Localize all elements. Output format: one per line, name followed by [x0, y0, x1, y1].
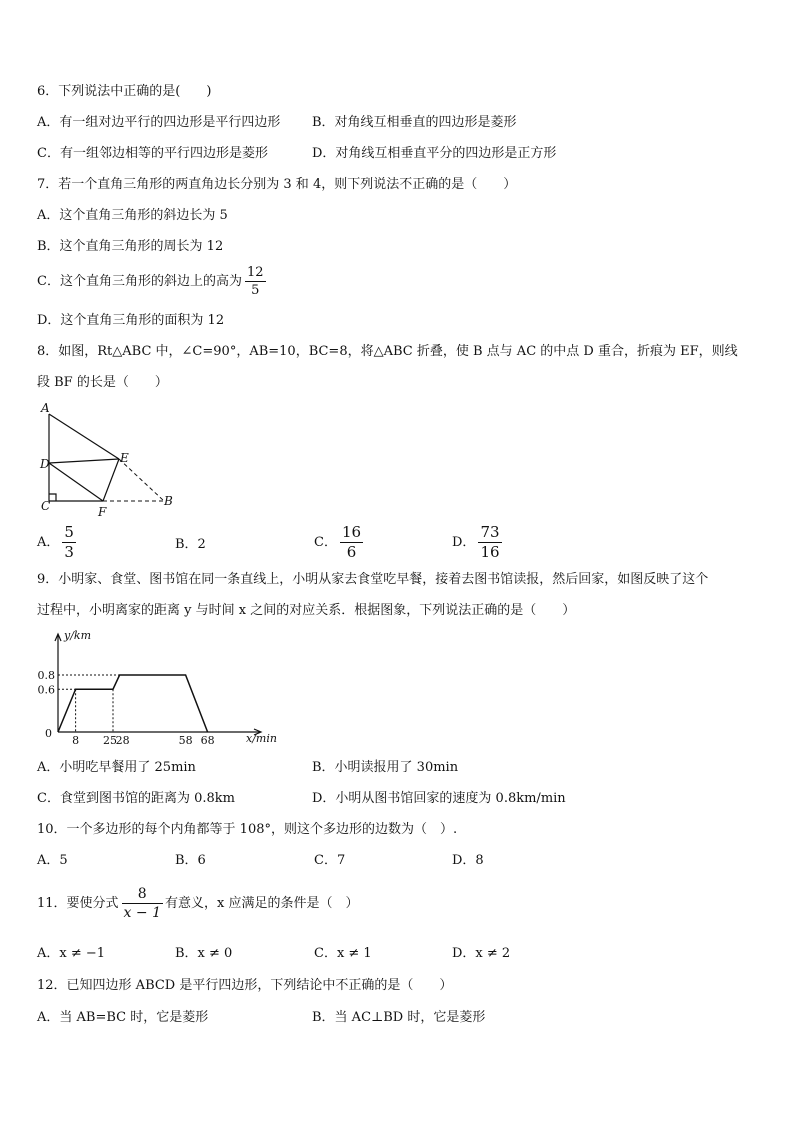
q8-option-b: B．2 — [175, 537, 206, 552]
q8-triangle-figure — [30, 400, 190, 520]
q8-option-c: C． $\frac{16}{6}$ — [314, 523, 362, 561]
label-f: F — [98, 505, 107, 519]
x-tick-label-25: 25 — [103, 734, 117, 747]
q11-stem: 11．要使分式 $\frac{8}{x - 1}$ 有意义，x 应满足的条件是（ ） — [37, 886, 359, 921]
x-tick-label-58: 58 — [178, 734, 193, 747]
q12-option-a: A．当 AB=BC 时，它是菱形 — [37, 1010, 209, 1025]
origin-label: 0 — [45, 727, 52, 740]
y-axis-label: y/km — [64, 629, 92, 642]
q7-option-c — [37, 266, 266, 297]
q8-stem-line1: 8．如图，Rt△ABC 中，∠C=90°，AB=10，BC=8，将△ABC 折叠，使 B 点与 AC 的中点 D 重合，折痕为 EF，则线 — [37, 344, 738, 359]
x-tick-label-28: 28 — [115, 734, 130, 747]
series-line — [58, 675, 208, 732]
q10-stem: 10．一个多边形的每个内角都等于 108°，则这个多边形的边数为（ ）. — [37, 822, 458, 837]
q11-option-b: B．x ≠ 0 — [175, 946, 233, 961]
q7-option-d: D．这个直角三角形的面积为 12 — [37, 313, 225, 328]
q9-stem-line1: 9．小明家、食堂、图书馆在同一条直线上，小明从家去食堂吃早餐，接着去图书馆读报，然后回家，如图反映了这个 — [37, 572, 709, 587]
q9-option-b: B．小明读报用了 30min — [312, 760, 459, 775]
label-c: C — [41, 499, 51, 513]
q12-stem: 12．已知四边形 ABCD 是平行四边形，下列结论中不正确的是（ ） — [37, 978, 453, 993]
q6-option-b: B．对角线互相垂直的四边形是菱形 — [312, 115, 517, 130]
dashed-eb — [119, 459, 164, 501]
label-e: E — [120, 451, 129, 465]
x-tick-label-68: 68 — [200, 734, 215, 747]
y-tick-label-0.8: 0.8 — [37, 669, 55, 682]
q11-option-c: C．x ≠ 1 — [314, 946, 372, 961]
q7-option-b: B．这个直角三角形的周长为 12 — [37, 239, 224, 254]
q10-option-b: B．6 — [175, 853, 206, 868]
label-b: B — [164, 494, 173, 508]
segment-de — [49, 459, 119, 463]
q6-option-c: C．有一组邻边相等的平行四边形是菱形 — [37, 146, 268, 161]
side-ae — [49, 414, 119, 459]
x-axis-label: x/min — [246, 732, 277, 745]
q9-stem-line2: 过程中，小明离家的距离 y 与时间 x 之间的对应关系．根据图象，下列说法正确的是（ ） — [37, 603, 576, 618]
q11-option-a: A．x ≠ −1 — [37, 946, 106, 961]
q8-option-a-fraction: $\frac{5}{3}$ — [64, 523, 74, 561]
q9-option-a: A．小明吃早餐用了 25min — [37, 760, 196, 775]
q7-option-a: A．这个直角三角形的斜边长为 5 — [37, 208, 228, 223]
label-a: A — [41, 401, 50, 415]
x-tick-label-8: 8 — [72, 734, 80, 747]
q6-option-a: A．有一组对边平行的四边形是平行四边形 — [37, 115, 281, 130]
q9-distance-time-chart — [30, 625, 290, 750]
q6-stem: 6．下列说法中正确的是( ) — [37, 84, 212, 99]
q6-option-d: D．对角线互相垂直平分的四边形是正方形 — [312, 146, 557, 161]
q11-option-d: D．x ≠ 2 — [452, 946, 511, 961]
q10-option-d: D．8 — [452, 853, 484, 868]
q8-stem-line2: 段 BF 的长是（ ） — [37, 375, 168, 390]
q7-option-c-fraction: $\frac{12}{5}$ — [246, 265, 264, 298]
q10-option-a: A．5 — [37, 853, 68, 868]
q7-option-c-text: C．这个直角三角形的斜边上的高为 — [37, 274, 242, 289]
q8-option-d: D． $\frac{73}{16}$ — [452, 523, 500, 561]
segment-df — [49, 463, 103, 501]
q7-stem: 7．若一个直角三角形的两直角边长分别为 3 和 4，则下列说法不正确的是（ ） — [37, 177, 517, 192]
y-tick-label-0.6: 0.6 — [37, 683, 55, 697]
q9-option-c: C．食堂到图书馆的距离为 0.8km — [37, 791, 235, 806]
q8-option-d-fraction: $\frac{73}{16}$ — [480, 523, 500, 561]
q8-option-a: A． $\frac{5}{3}$ — [37, 523, 74, 561]
fold-line-ef — [103, 459, 119, 501]
q10-option-c: C．7 — [314, 853, 346, 868]
q9-option-d: D．小明从图书馆回家的速度为 0.8km/min — [312, 791, 566, 806]
q11-fraction: $\frac{8}{x - 1}$ — [123, 886, 161, 921]
label-d: D — [40, 457, 50, 471]
q8-option-c-fraction: $\frac{16}{6}$ — [341, 523, 362, 561]
q12-option-b: B．当 AC⊥BD 时，它是菱形 — [312, 1010, 486, 1025]
